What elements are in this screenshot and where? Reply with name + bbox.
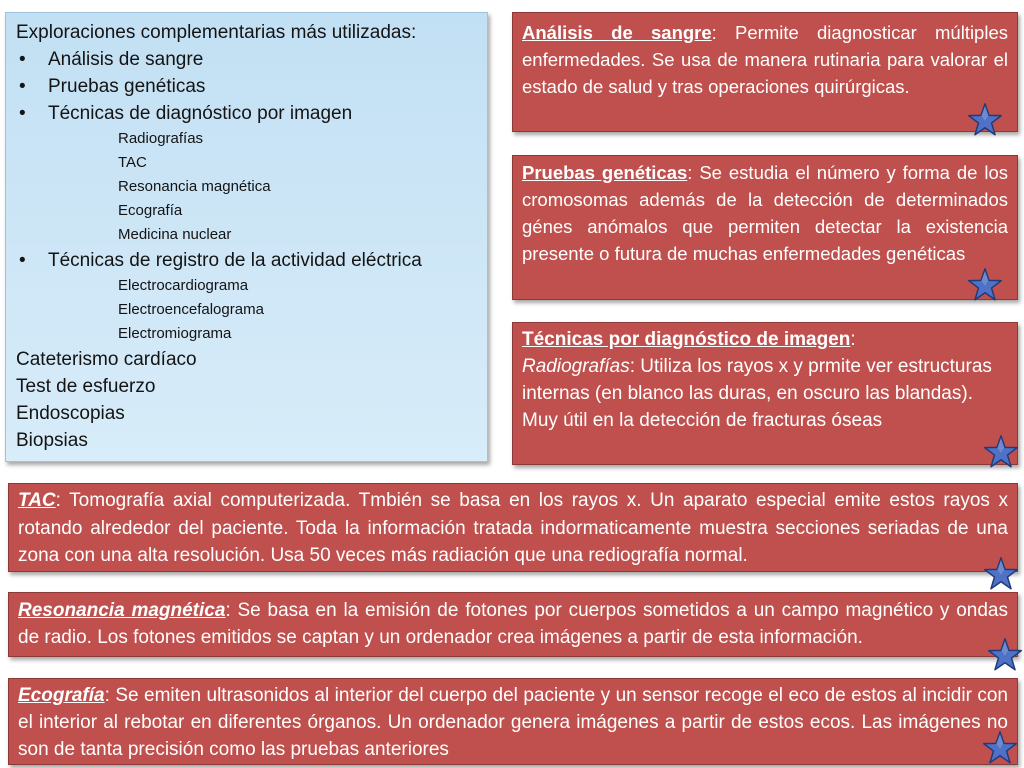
panel-text: : Se emiten ultrasonidos al interior del cuerpo del paciente y un sensor recoge el eco de estos al incidir con el interior al rebotar en diferentes órganos. Un ordenador genera imágenes a partir de estos ecos. Las imágenes no son de tanta precisión como las pruebas anteriores xyxy=(18,685,1008,760)
genetic-tests-panel xyxy=(512,155,1018,300)
panel-title-end: : xyxy=(850,329,856,350)
panel-text: : Se basa en la emisión de fotones por cuerpos sometidos a un campo magnético y ondas de radio. Los fotones emitidos se captan y un ordenador crea imágenes a partir de esta información. xyxy=(18,600,1008,648)
panel-body xyxy=(18,597,1008,651)
summary-other-item: Cateterismo cardíaco xyxy=(16,349,197,370)
summary-item-imaging xyxy=(16,100,479,247)
panel-body xyxy=(18,682,1008,763)
star-icon xyxy=(982,730,1018,766)
panel-title: TAC xyxy=(18,490,56,511)
summary-sublist xyxy=(48,127,479,247)
tac-panel xyxy=(8,483,1018,572)
panel-body xyxy=(522,159,1008,267)
summary-box xyxy=(5,12,488,462)
summary-item-genetic xyxy=(16,73,479,100)
summary-subitem: Resonancia magnética xyxy=(118,178,271,195)
panel-title: Pruebas genéticas xyxy=(522,162,688,183)
summary-subitem: TAC xyxy=(118,154,147,171)
panel-title: Análisis de sangre xyxy=(522,22,712,43)
ultrasound-panel xyxy=(8,678,1018,765)
panel-text: : Tomografía axial computerizada. Tmbién se basa en los rayos x. Un aparato especial emite estos rayos x rotando alrededor del paciente. Toda la información tratada indormaticamente muestra secciones seriadas de una zona con una alta resolución. Usa 50 veces más radiación que una rediografía normal. xyxy=(18,490,1008,566)
summary-item-electrical xyxy=(16,247,479,346)
star-icon xyxy=(983,434,1019,470)
summary-other-item: Test de esfuerzo xyxy=(16,376,156,397)
summary-item-label: Análisis de sangre xyxy=(48,49,204,70)
star-icon xyxy=(967,267,1003,303)
panel-text: : Utiliza los rayos x y prmite ver estructuras internas (en blanco las duras, en oscuro las blandas). Muy útil en la detección de fracturas óseas xyxy=(522,356,992,431)
summary-subitem: Electroencefalograma xyxy=(118,301,264,318)
summary-other-item: Biopsias xyxy=(16,430,88,451)
summary-subitem: Electrocardiograma xyxy=(118,277,249,294)
panel-body xyxy=(522,19,1008,100)
summary-item-blood xyxy=(16,46,479,73)
panel-text: : Se estudia el número y forma de los cromosomas además de la detección de determinados génes anómalos que permiten detectar la existencia presente o futura de muchas enfermedades genéticas xyxy=(522,162,1008,264)
summary-other-item: Endoscopias xyxy=(16,403,125,424)
panel-text: : Permite diagnosticar múltiples enfermedades. Se usa de manera rutinaria para valorar el estado de salud y tras operaciones quirúrgicas. xyxy=(522,22,1008,97)
panel-body xyxy=(18,487,1008,570)
summary-subitem: Radiografías xyxy=(118,130,204,147)
summary-heading: Exploraciones complementarias más utilizadas: xyxy=(16,22,417,43)
summary-sublist xyxy=(48,274,479,346)
star-icon xyxy=(983,556,1019,592)
summary-subitem: Medicina nuclear xyxy=(118,226,232,243)
panel-title: Técnicas por diagnóstico de imagen xyxy=(522,329,851,350)
panel-title: Resonancia magnética xyxy=(18,600,226,621)
imaging-techniques-panel xyxy=(512,322,1018,465)
summary-subitem: Ecografía xyxy=(118,202,183,219)
star-icon xyxy=(987,637,1023,673)
summary-item-label: Técnicas de diagnóstico por imagen xyxy=(48,103,353,124)
blood-analysis-panel xyxy=(512,12,1018,132)
summary-item-label: Técnicas de registro de la actividad eléctrica xyxy=(48,250,422,271)
panel-body xyxy=(522,326,1008,434)
summary-list xyxy=(16,46,479,346)
summary-other-list xyxy=(16,346,479,454)
panel-title: Ecografía xyxy=(18,685,105,706)
summary-item-label: Pruebas genéticas xyxy=(48,76,206,97)
star-icon xyxy=(967,102,1003,138)
summary-subitem: Electromiograma xyxy=(118,325,232,342)
mri-panel xyxy=(8,592,1018,657)
panel-term: Radiografías xyxy=(522,356,630,377)
